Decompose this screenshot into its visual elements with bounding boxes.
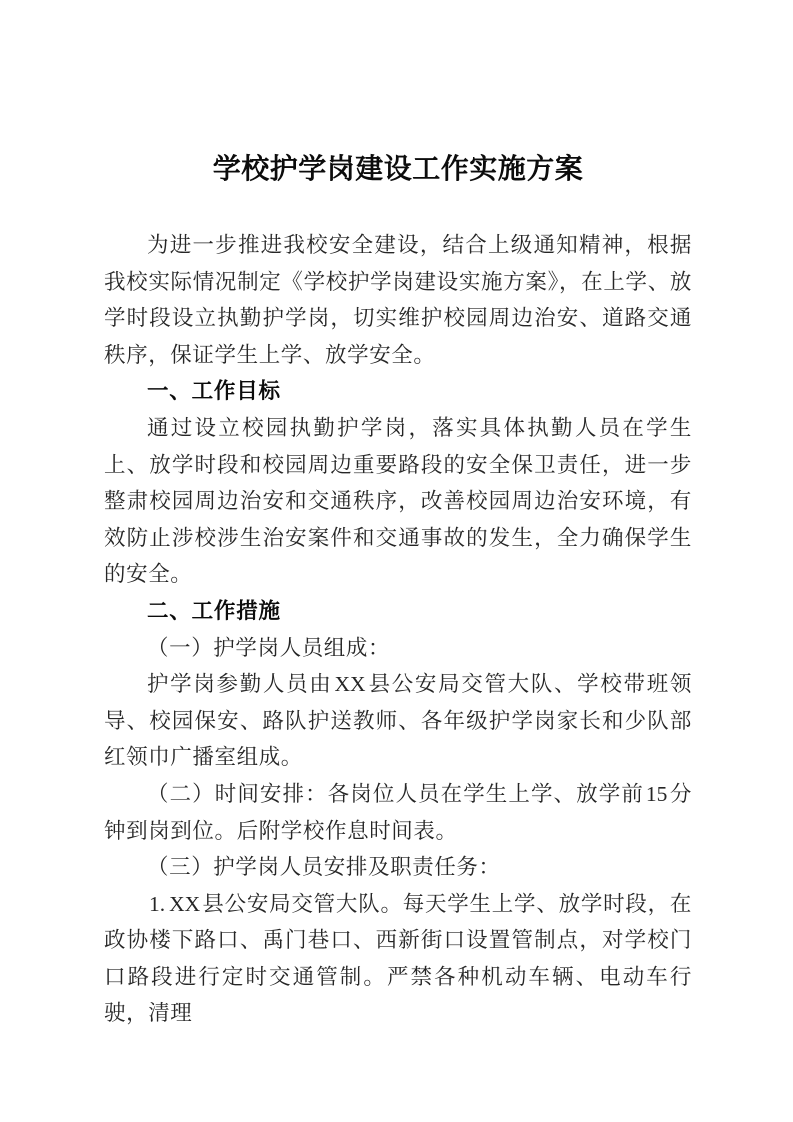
section-1-paragraph: 通过设立校园执勤护学岗，落实具体执勤人员在学生上、放学时段和校园周边重要路段的安全保卫责任，进一步整肃校园周边治安和交通秩序，改善校园周边治安环境，有效防止涉校涉生治安案件和交通事故的发生，全力确保学生的安全。 xyxy=(104,415,692,587)
numbered-item-1-latin: XX xyxy=(169,891,201,916)
page-title: 学校护学岗建设工作实施方案 xyxy=(212,154,584,185)
numbered-item-1-paragraph xyxy=(104,886,692,1032)
subitem-1-prefix: 护学岗参勤人员由 xyxy=(147,672,333,697)
document-content xyxy=(104,0,692,1032)
subitem-2-latin: 15 xyxy=(645,781,668,806)
subitem-2-paragraph xyxy=(104,776,692,849)
section-heading-1: 一、工作目标 xyxy=(147,379,281,404)
subitem-1-paragraph xyxy=(104,666,692,776)
intro-paragraph: 为进一步推进我校安全建设，结合上级通知精神，根据我校实际情况制定《学校护学岗建设实施方案》，在上学、放学时段设立执勤护学岗，切实维护校园周边治安、道路交通秩序，保证学生上学、放学安全。 xyxy=(104,233,692,367)
section-heading-2: 二、工作措施 xyxy=(147,598,281,623)
subitem-2-suffix: 分钟到岗到位。后附学校作息时间表。 xyxy=(104,781,692,843)
subitem-1-label: （一）护学岗人员组成： xyxy=(147,635,391,660)
numbered-item-1-text: 县公安局交管大队。每天学生上学、放学时段，在政协楼下路口、禹门巷口、西新街口设置管制点，对学校门口路段进行定时交通管制。严禁各种机动车辆、电动车行驶，清理 xyxy=(104,891,692,1026)
numbered-item-1-number: 1. xyxy=(149,891,166,916)
subitem-1-suffix: 县公安局交管大队、学校带班领导、校园保安、路队护送教师、各年级护学岗家长和少队部红领巾广播室组成。 xyxy=(104,672,692,770)
subitem-3-label: （三）护学岗人员安排及职责任务： xyxy=(147,855,501,880)
subitem-1-latin: XX xyxy=(334,672,366,697)
subitem-2-prefix: （二）时间安排：各岗位人员在学生上学、放学前 xyxy=(147,781,644,806)
